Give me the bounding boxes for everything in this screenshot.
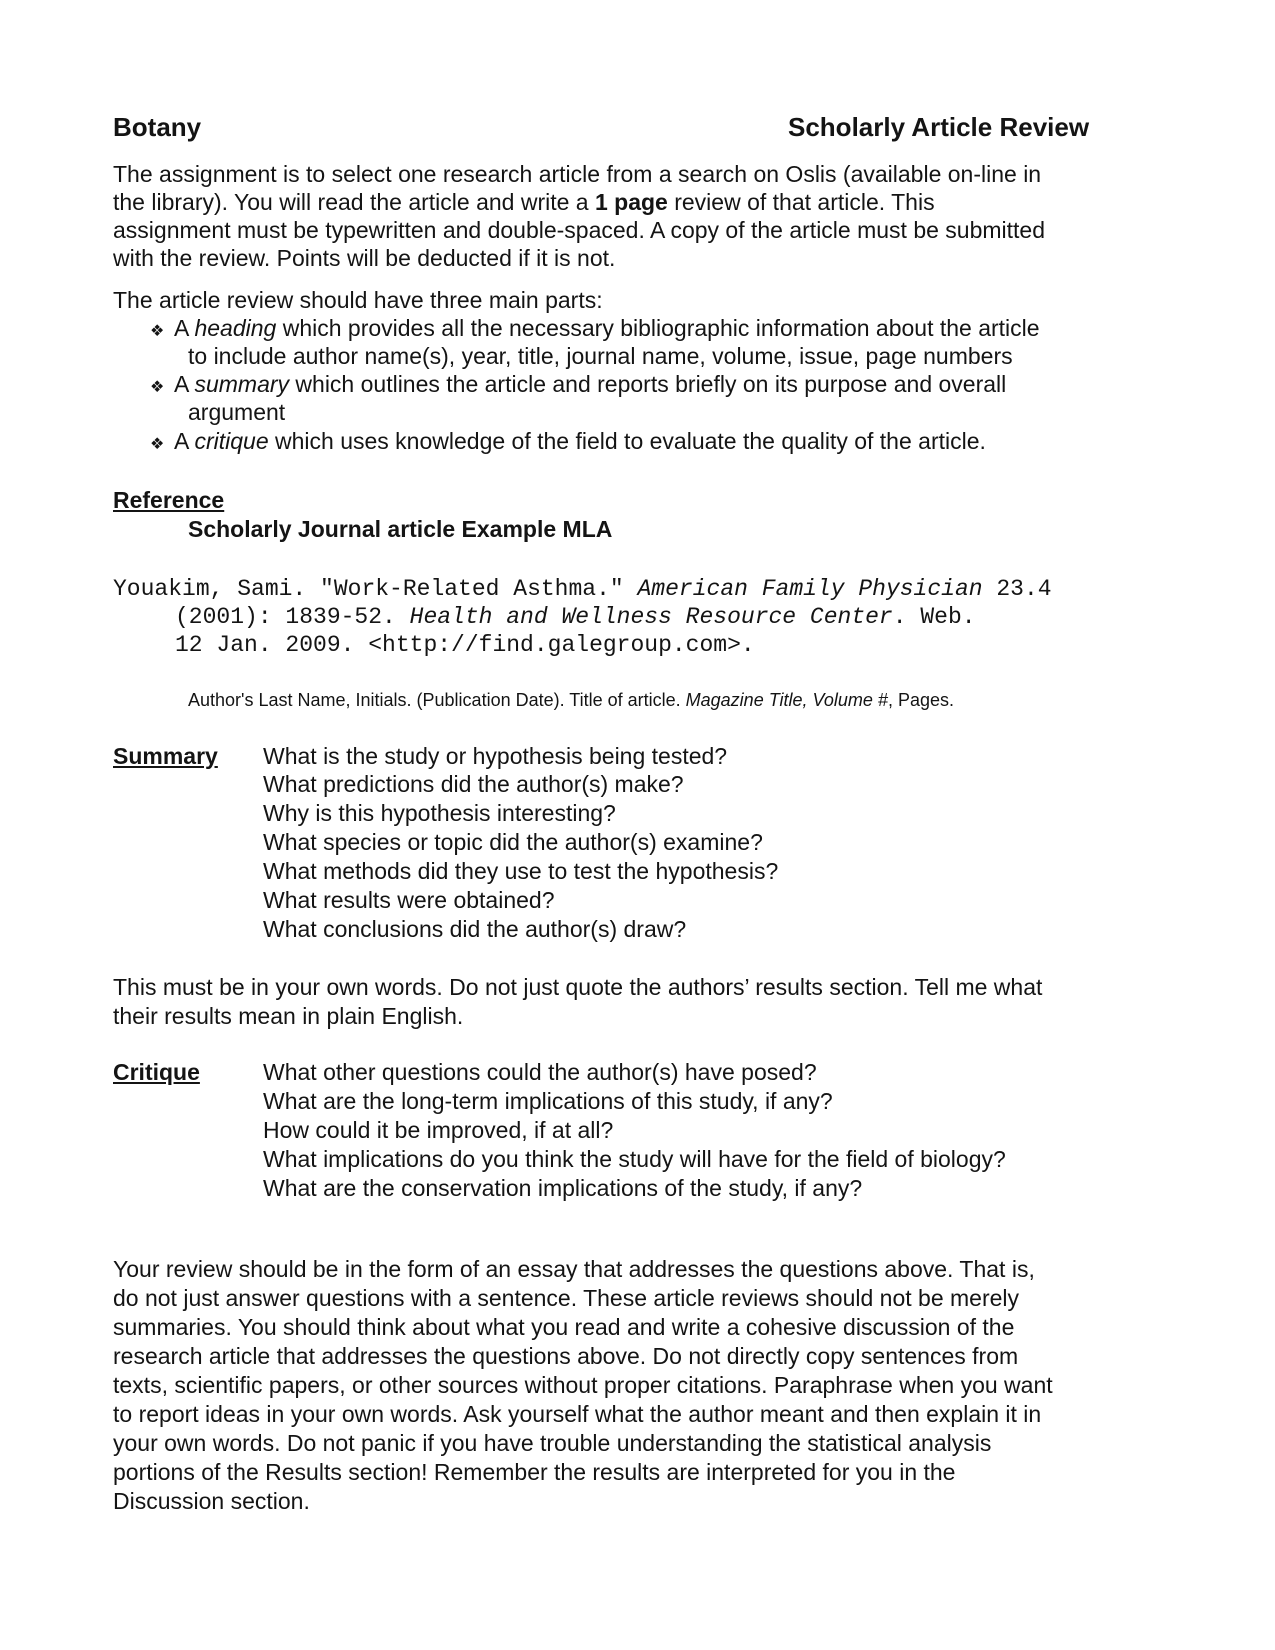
diamond-bullet-icon: ❖ (150, 379, 165, 396)
item-text: A (174, 428, 195, 454)
item-term: critique (194, 428, 269, 454)
format-magazine: Magazine Title, Volume # (685, 690, 888, 710)
closing-line: do not just answer questions with a sentence. These article reviews should not be merely (113, 1285, 1020, 1311)
summary-note-line-1: This must be in your own words. Do not just quote the authors’ results section. Tell me what (113, 974, 1043, 1000)
citation-text: (2001): 1839-52. (175, 604, 410, 630)
closing-line: Discussion section. (113, 1488, 310, 1514)
summary-question: Why is this hypothesis interesting? (263, 800, 616, 826)
reference-subheading: Scholarly Journal article Example MLA (188, 516, 613, 542)
item-text: which provides all the necessary bibliographic information about the article (276, 315, 1040, 341)
reference-heading: Reference (113, 487, 225, 513)
summary-question: What methods did they use to test the hypothesis? (263, 858, 779, 884)
critique-question: What are the long-term implications of this study, if any? (263, 1088, 833, 1114)
citation-line-1 (113, 575, 1052, 603)
item-text: which outlines the article and reports briefly on its purpose and overall (289, 371, 1007, 397)
summary-question: What results were obtained? (263, 887, 555, 913)
critique-question: What other questions could the author(s) have posed? (263, 1059, 817, 1085)
page-length-emphasis: 1 page (594, 189, 668, 215)
item-text: which uses knowledge of the field to evaluate the quality of the article. (268, 428, 986, 454)
closing-line: texts, scientific papers, or other sources without proper citations. Paraphrase when you want (113, 1372, 1053, 1398)
format-text: Author's Last Name, Initials. (Publication Date). Title of article. (188, 690, 686, 710)
closing-line: your own words. Do not panic if you have trouble understanding the statistical analysis (113, 1430, 992, 1456)
citation-database: Health and Wellness Resource Center (409, 604, 893, 630)
closing-line: portions of the Results section! Remember the results are interpreted for you in the (113, 1459, 956, 1485)
summary-question: What conclusions did the author(s) draw? (263, 916, 687, 942)
critique-question: What are the conservation implications of the study, if any? (263, 1175, 863, 1201)
citation-format (188, 688, 954, 712)
parts-item-critique (150, 427, 986, 459)
intro-line-1: The assignment is to select one research article from a search on Oslis (available on-line in (113, 161, 1042, 187)
course-title: Botany (113, 112, 202, 142)
citation-journal: American Family Physician (637, 576, 983, 602)
closing-line: Your review should be in the form of an essay that addresses the questions above. That is, (113, 1256, 1035, 1282)
item-text: A (174, 315, 195, 341)
citation-line-2 (175, 603, 976, 631)
critique-label: Critique (113, 1059, 200, 1085)
parts-item-heading-cont: to include author name(s), year, title, journal name, volume, issue, page numbers (188, 343, 1013, 369)
item-term: heading (194, 315, 277, 341)
intro-text: the library). You will read the article and write a (113, 189, 595, 215)
parts-item-summary-cont: argument (188, 399, 286, 425)
citation-text: 23.4 (982, 576, 1052, 602)
critique-question: How could it be improved, if at all? (263, 1117, 614, 1143)
intro-line-2 (113, 188, 935, 217)
intro-line-3: assignment must be typewritten and double-spaced. A copy of the article must be submitted (113, 217, 1046, 243)
closing-line: research article that addresses the questions above. Do not directly copy sentences from (113, 1343, 1019, 1369)
summary-question: What species or topic did the author(s) examine? (263, 829, 763, 855)
closing-line: summaries. You should think about what you read and write a cohesive discussion of the (113, 1314, 1015, 1340)
citation-text: . Web. (892, 604, 976, 630)
closing-line: to report ideas in your own words. Ask yourself what the author meant and then explain it in (113, 1401, 1042, 1427)
critique-question: What implications do you think the study will have for the field of biology? (263, 1146, 1006, 1172)
parts-lead: The article review should have three main parts: (113, 287, 603, 313)
document-title: Scholarly Article Review (788, 112, 1090, 142)
summary-label: Summary (113, 743, 218, 769)
citation-text: Youakim, Sami. "Work-Related Asthma." (113, 576, 638, 602)
item-term: summary (194, 371, 290, 397)
summary-question: What predictions did the author(s) make? (263, 771, 684, 797)
summary-question: What is the study or hypothesis being tested? (263, 743, 728, 769)
format-text: , Pages. (887, 690, 954, 710)
item-text: A (174, 371, 195, 397)
diamond-bullet-icon: ❖ (150, 436, 165, 453)
diamond-bullet-icon: ❖ (150, 323, 165, 340)
intro-text: review of that article. This (667, 189, 935, 215)
citation-line-3: 12 Jan. 2009. <http://find.galegroup.com>. (175, 632, 755, 658)
summary-note-line-2: their results mean in plain English. (113, 1003, 464, 1029)
intro-line-4: with the review. Points will be deducted if it is not. (113, 245, 616, 271)
